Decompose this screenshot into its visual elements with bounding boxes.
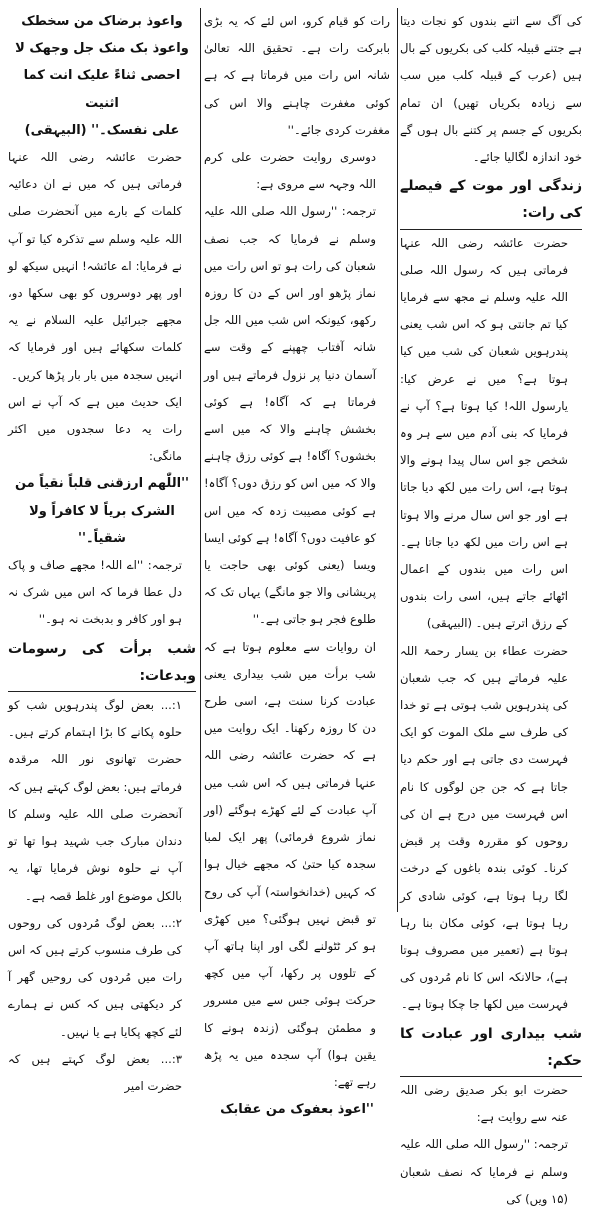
column-right <box>400 8 582 1206</box>
paragraph: ان روایات سے معلوم ہوتا ہے کہ شب برأت میں شب بیداری یعنی عبادت کرنا سنت ہے، اسی طرح دن کا روزہ رکھنا۔ ایک روایت میں ہے کہ حضرت عائشہ رضی اللہ عنہا فرماتی ہیں کہ اس شب میں آپ عبادت کے لئے کھڑے ہوگئے (اور نماز شروع فرمائی) پھر ایک لمبا سجدہ کیا حتیٰ کہ مجھے خیال ہوا کہ کہیں (خدانخواستہ) آپ کی روح تو قبض نہیں ہوگئی؟ میں کھڑی ہو کر ٹٹولنے لگی اور اپنا ہاتھ آپ کے تلووں پر رکھا، آپ میں کچھ حرکت ہوئی جس سے میں مسرور و مطمئن ہوگئی (زندہ ہونے کا یقین ہوا) آپ سجدہ میں یہ پڑھ رہے تھے: <box>204 639 376 1089</box>
arabic-dua-line: ''اللّٰھم ارزقنی قلباً نقیاً من <box>14 476 190 492</box>
arabic-dua-line: ''اعوذ بعفوک من عقابک <box>220 1102 374 1118</box>
section-heading: زندگی اور موت کے فیصلے کی رات: <box>400 173 582 229</box>
column-left <box>8 8 196 1093</box>
paragraph: ترجمہ: ''رسول اللہ صلی اللہ علیہ وسلم نے فرمایا کہ نصف شعبان (۱۵ ویں) کی <box>400 1137 568 1206</box>
arabic-dua-line: واعوذ برضاک من سخطک <box>21 14 183 29</box>
arabic-dua-line: احصی ثناءً علیک انت کما اثنیت <box>23 68 181 111</box>
column-middle <box>204 8 390 1118</box>
arabic-dua-line: الشرک بریاً لا کافراً ولا شقیاً۔'' <box>29 503 175 546</box>
paragraph: حضرت عطاء بن یسار رحمۃ اللہ علیہ فرماتے ہیں کہ جب شعبان کی پندرہویں شب ہوتی ہے تو خدا کی طرف سے ملک الموت کو ایک فہرست دی جاتی ہے اور حکم دیا جاتا ہے کہ جن جن لوگوں کا نام اس فہرست میں درج ہے ان کی روحوں کو مقررہ وقت پر قبض کرنا۔ کوئی بندہ باغوں کے درخت لگا رہا ہوتا ہے، کوئی شادی کر رہا ہوتا ہے، کوئی مکان بنا رہا ہوتا ہے (تعمیر میں مصروف ہوتا ہے)، حالانکہ اس کا نام مُردوں کی فہرست میں لکھا جا چکا ہوتا ہے۔ <box>400 643 568 1012</box>
paragraph: حضرت عائشہ رضی اللہ عنہا فرماتی ہیں کہ میں نے ان دعائیہ کلمات کے بارے میں آنحضرت صلی اللہ علیہ وسلم سے تذکرہ کیا تو آپ نے فرمایا: اے عائشہ! انہیں سیکھ لو اور پھر دوسروں کو بھی سکھا دو، مجھے جبرائیل علیہ السلام نے یہ کلمات سکھائے ہیں اور فرمایا کہ انہیں سجدہ میں بار بار پڑھا کریں۔ <box>8 150 182 382</box>
arabic-dua-line: علی نفسک۔'' (البیہقی) <box>24 122 180 138</box>
paragraph: حضرت عائشہ رضی اللہ عنہا فرماتی ہیں کہ رسول اللہ صلی اللہ علیہ وسلم نے مجھ سے فرمایا کیا تم جانتی ہو کہ اس شب یعنی پندرہویں شعبان کی شب میں کیا ہوتا ہے؟ میں نے عرض کیا: یارسول اللہ! کیا ہوتا ہے؟ آپ نے فرمایا کہ بنی آدم میں سے ہر وہ شخص جو اس سال پیدا ہونے والا ہوتا ہے، اس رات میں لکھ دیا جاتا ہے اور جو اس سال مرنے والا ہوتا ہے اس رات میں لکھ دیا جاتا ہے۔ اس رات میں بندوں کے اعمال اٹھائے جاتے ہیں، اسی رات بندوں کے رزق اترتے ہیں۔ (البیہقی) <box>400 235 568 631</box>
paragraph: ۱:... بعض لوگ پندرہویں شب کو حلوہ پکانے کا بڑا اہتمام کرتے ہیں۔ حضرت تھانوی نور اللہ مرقدہ فرماتے ہیں: بعض لوگ کہتے ہیں کہ آنحضرت صلی اللہ علیہ وسلم کا دندان مبارک جب شہید ہوا تھا تو آپ نے حلوہ نوش فرمایا تھا، یہ بالکل موضوع اور غلط قصہ ہے۔ <box>8 698 182 903</box>
section-heading: شب برأت کی رسومات وبدعات: <box>8 636 196 692</box>
paragraph: کی آگ سے اتنے بندوں کو نجات دیتا ہے جتنے قبیلہ کلب کی بکریوں کے بال ہیں (عرب کے قبیلہ کلب میں سب سے زیادہ بکریاں تھیں) ان تمام بکریوں کے جسم پر کتنے بال ہوں گے خود اندازہ لگالیا جائے۔ <box>400 14 582 165</box>
paragraph: حضرت ابو بکر صدیق رضی اللہ عنہ سے روایت ہے: <box>400 1082 568 1125</box>
section-heading: شب بیداری اور عبادت کا حکم: <box>400 1021 582 1077</box>
arabic-dua-line: واعوذ بک منک جل وجھک لا <box>15 41 189 57</box>
paragraph: ترجمہ: ''رسول اللہ صلی اللہ علیہ وسلم نے فرمایا کہ جب نصف شعبان کی رات ہو تو اس رات میں نماز پڑھو اور اس کے دن کا روزہ رکھو، کیونکہ اس شب میں اللہ جل شانہ آفتاب چھپنے کے وقت سے آسمان دنیا پر نزول فرماتے ہیں اور فرماتا ہے کہ آگاہ! ہے کوئی بخشش چاہنے والا کہ میں اسے بخشوں؟ آگاہ! ہے کوئی رزق چاہنے والا کہ میں اس کو رزق دوں؟ آگاہ! ہے کوئی مصیبت زدہ کہ میں اس کو عافیت دوں؟ آگاہ! ہے کوئی ایسا ویسا (یعنی کوئی بھی حاجت یا پریشانی والا جو مانگے) یہاں تک کہ طلوع فجر ہو جاتی ہے۔'' <box>204 204 376 627</box>
paragraph: دوسری روایت حضرت علی کرم اللہ وجہہ سے مروی ہے: <box>204 150 376 192</box>
column-divider <box>200 8 201 912</box>
paragraph: ۳:... بعض لوگ کہتے ہیں کہ حضرت امیر <box>8 1051 182 1093</box>
column-divider <box>397 8 398 912</box>
paragraph: ۲:... بعض لوگ مُردوں کی روحوں کی طرف منسوب کرتے ہیں کہ اس رات میں مُردوں کی روحیں گھر آ کر دیکھتی ہیں کہ کس نے ہمارے لئے کچھ پکایا ہے یا نہیں۔ <box>8 915 182 1039</box>
paragraph: رات کو قیام کرو، اس لئے کہ یہ بڑی بابرکت رات ہے۔ تحقیق اللہ تعالیٰ شانہ اس رات میں فرماتا ہے کہ ہے کوئی مغفرت چاہنے والا اس کی مغفرت کردی جائے۔'' <box>204 14 390 137</box>
paragraph: ایک حدیث میں ہے کہ آپ نے اس رات یہ دعا سجدوں میں اکثر مانگی: <box>8 394 182 464</box>
paragraph: ترجمہ: ''اے اللہ! مجھے صاف و پاک دل عطا فرما کہ اس میں شرک نہ ہو اور کافر و بدبخت نہ ہو۔'' <box>8 558 182 627</box>
